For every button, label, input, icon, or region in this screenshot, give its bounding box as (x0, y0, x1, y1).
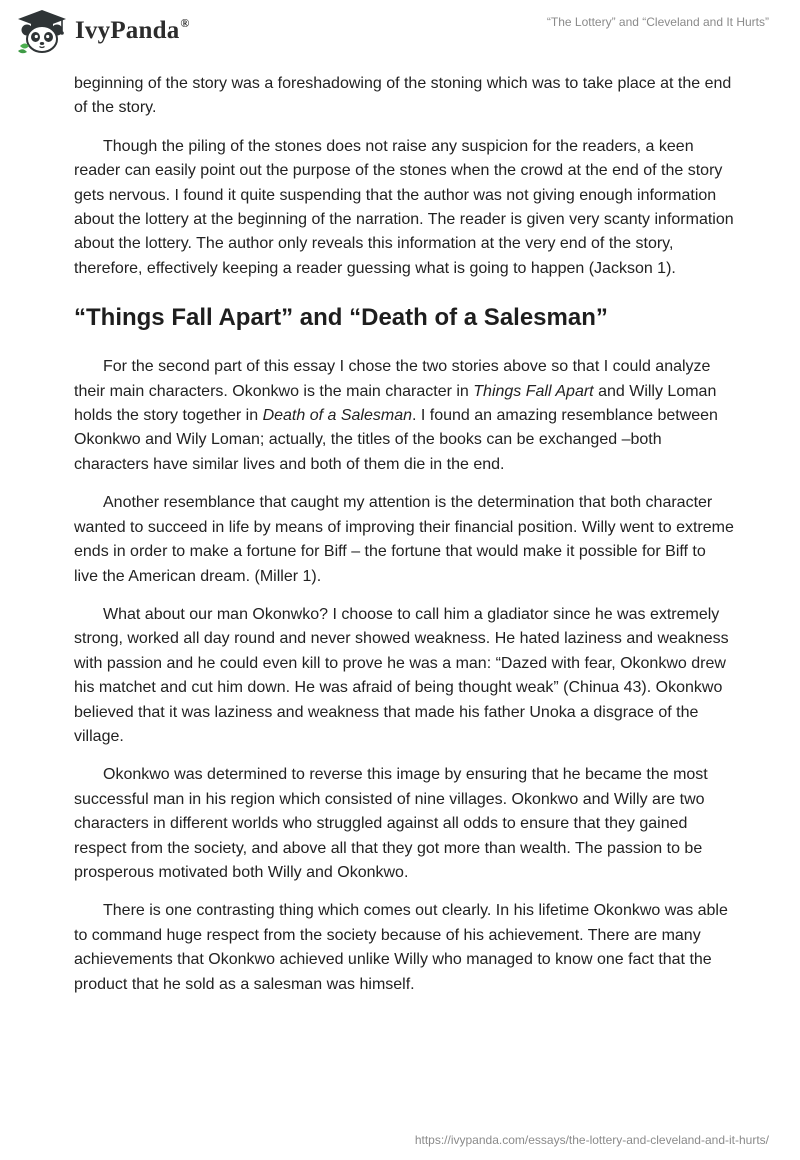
section-heading: “Things Fall Apart” and “Death of a Salesman” (74, 304, 608, 332)
paragraph: Another resemblance that caught my attention is the determination that both character wanted to succeed in life by means of improving their financial position. Willy went to extreme ends in order to make a fortune for Biff – the fortune that would make it possible for Biff to live the American dream. (Miller 1). (74, 494, 734, 585)
source-url[interactable]: https://ivypanda.com/essays/the-lottery-and-cleveland-and-it-hurts/ (414, 1133, 769, 1147)
paragraph-text: and Willy Loman holds the story together in (74, 382, 717, 425)
page-header (0, 0, 800, 60)
paragraph (74, 355, 734, 477)
paragraph: beginning of the story was a foreshadowing of the stoning which was to take place at the end of the story. (74, 75, 732, 117)
paragraph: What about our man Okonwko? I choose to call him a gladiator since he was extremely strong, worked all day round and never showed weakness. He hated laziness and weakness with passion and he could even kill to prove he was a man: “Dazed with fear, Okonkwo drew his matchet and cut him down. He was afraid of being thought weak” (Chinua 43). Okonkwo believed that it was laziness and weakness that made his father Unoka a disgrace of the village. (74, 605, 729, 745)
paragraph-text: For the second part of this essay I chose the two stories above so that I could analyze their main characters. Okonkwo is the main character in (74, 358, 711, 400)
brand-name[interactable]: IvyPanda® (75, 15, 190, 44)
book-title-things-fall-apart: Things Fall Apart (473, 382, 594, 400)
paragraph: Though the piling of the stones does not raise any suspicion for the readers, a keen reader can easily point out the purpose of the stones when the crowd at the end of the story gets nervous. I found it quite suspending that the author was not giving enough information about the lottery at the beginning of the narration. The reader is given very scanty information about the lottery. The author only reveals this information at the very end of the story, therefore, effectively keeping a reader guessing what is going to happen (Jackson 1). (74, 137, 734, 277)
paragraph-text: . I found an amazing resemblance between Okonkwo and Wily Loman; actually, the titles of the books can be exchanged –both characters have similar lives and both of them die in the end. (74, 407, 718, 473)
registered-mark: ® (180, 15, 190, 30)
paragraph: There is one contrasting thing which comes out clearly. In his lifetime Okonkwo was able to command huge respect from the society because of his achievement. There are many achievements that Okonkwo achieved unlike Willy who managed to know one fact that the product that he sold as a salesman was himself. (74, 902, 728, 993)
book-title-death-of-a-salesman: Death of a Salesman (262, 407, 412, 425)
document-title: “The Lottery” and “Cleveland and It Hurts” (546, 15, 769, 29)
panda-graduate-logo-icon[interactable] (16, 8, 68, 54)
paragraph: Okonkwo was determined to reverse this image by ensuring that he became the most successful man in his region which consisted of nine villages. Okonkwo and Willy are two characters in different worlds who struggled against all odds to ensure that they gained respect from the society, and above all that they got more than wealth. The passion to be prosperous motivated both Willy and Okonkwo. (74, 766, 708, 881)
essay-body (74, 72, 734, 1011)
